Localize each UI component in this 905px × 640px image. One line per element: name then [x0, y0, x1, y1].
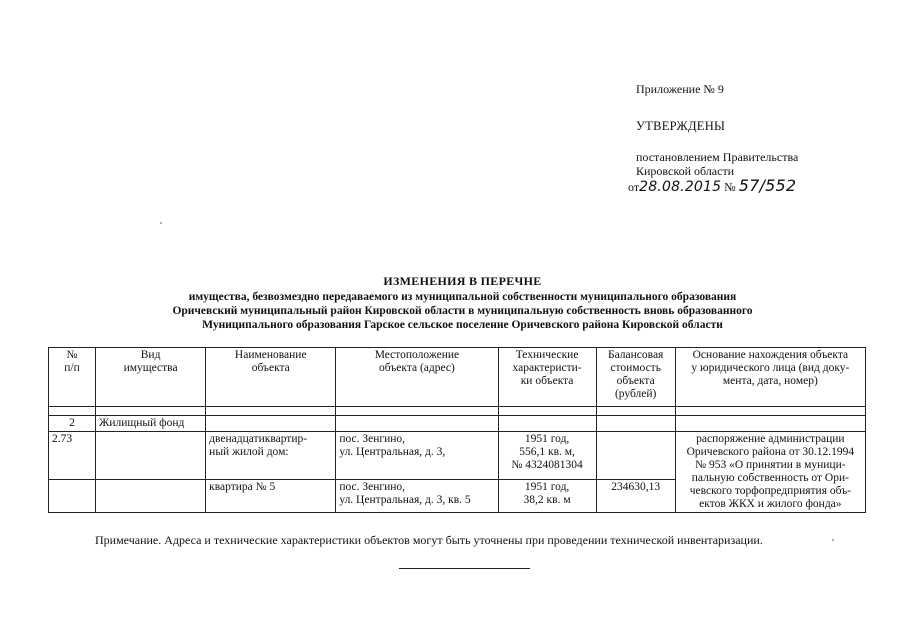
- row-address: пос. Зенгино, ул. Центральная, д. 3, кв. 5: [336, 479, 498, 512]
- row-num: [49, 479, 96, 512]
- title-line-3: Оричевский муниципальный район Кировской области в муниципальную собственность вновь образованного: [172, 305, 753, 317]
- footnote: Примечание. Адреса и технические характеристики объектов могут быть уточнены при проведении технической инвентаризации.: [95, 533, 763, 547]
- row-name: двенадцатиквартир- ный жилой дом:: [206, 432, 336, 480]
- scan-speck: [160, 222, 162, 224]
- header-num: № п/п: [49, 348, 96, 407]
- header-address: Местоположение объекта (адрес): [336, 348, 498, 407]
- header-name: Наименование объекта: [206, 348, 336, 407]
- property-table: [48, 347, 866, 513]
- header-type: Вид имущества: [96, 348, 206, 407]
- decree-date: 28.08.2015: [639, 179, 722, 195]
- section-row: [49, 416, 866, 432]
- row-address: пос. Зенгино, ул. Центральная, д. 3,: [336, 432, 498, 480]
- appendix-number: Приложение № 9: [636, 82, 724, 96]
- row-name: квартира № 5: [206, 479, 336, 512]
- date-prefix: от: [628, 180, 640, 194]
- row-specs: 1951 год, 556,1 кв. м, № 4324081304: [498, 432, 596, 480]
- decree-date-number: [628, 176, 797, 195]
- decree-reference: [636, 150, 798, 178]
- approved-stamp: УТВЕРЖДЕНЫ: [636, 119, 726, 133]
- section-num: 2: [49, 416, 96, 432]
- decree-number: 57/552: [738, 176, 797, 195]
- row-specs: 1951 год, 38,2 кв. м: [498, 479, 596, 512]
- title-line-4: Муниципального образования Гарское сельское поселение Оричевского района Кировской области: [202, 319, 723, 331]
- header-basis: Основание нахождения объекта у юридического лица (вид доку- мента, дата, номер): [675, 348, 865, 407]
- table-header-row: [49, 348, 866, 407]
- row-num: 2.73: [49, 432, 96, 480]
- header-specs: Технические характеристи- ки объекта: [498, 348, 596, 407]
- row-basis: распоряжение администрации Оричевского района от 30.12.1994 № 953 «О принятии в муници- пальную собственность от Ори- чевского торфопредприятия объ- ектов ЖКХ и жилого фонда»: [675, 432, 865, 513]
- table-row: [49, 432, 866, 480]
- spacer-row: [49, 407, 866, 416]
- title-heading: ИЗМЕНЕНИЯ В ПЕРЕЧНЕ: [383, 274, 542, 288]
- row-value: [596, 432, 675, 480]
- header-value: Балансовая стоимость объекта (рублей): [596, 348, 675, 407]
- section-label: Жилищный фонд: [96, 416, 206, 432]
- scan-speck: [832, 539, 834, 541]
- row-value: 234630,13: [596, 479, 675, 512]
- closing-rule: [399, 568, 530, 569]
- document-title: [95, 274, 830, 332]
- title-line-2: имущества, безвозмездно передаваемого из муниципальной собственности муниципального образования: [188, 291, 737, 303]
- decree-line-2: Кировской области: [636, 164, 735, 178]
- row-type: [96, 432, 206, 480]
- decree-line-1: постановлением Правительства: [636, 150, 799, 164]
- number-prefix: №: [724, 180, 736, 194]
- row-type: [96, 479, 206, 512]
